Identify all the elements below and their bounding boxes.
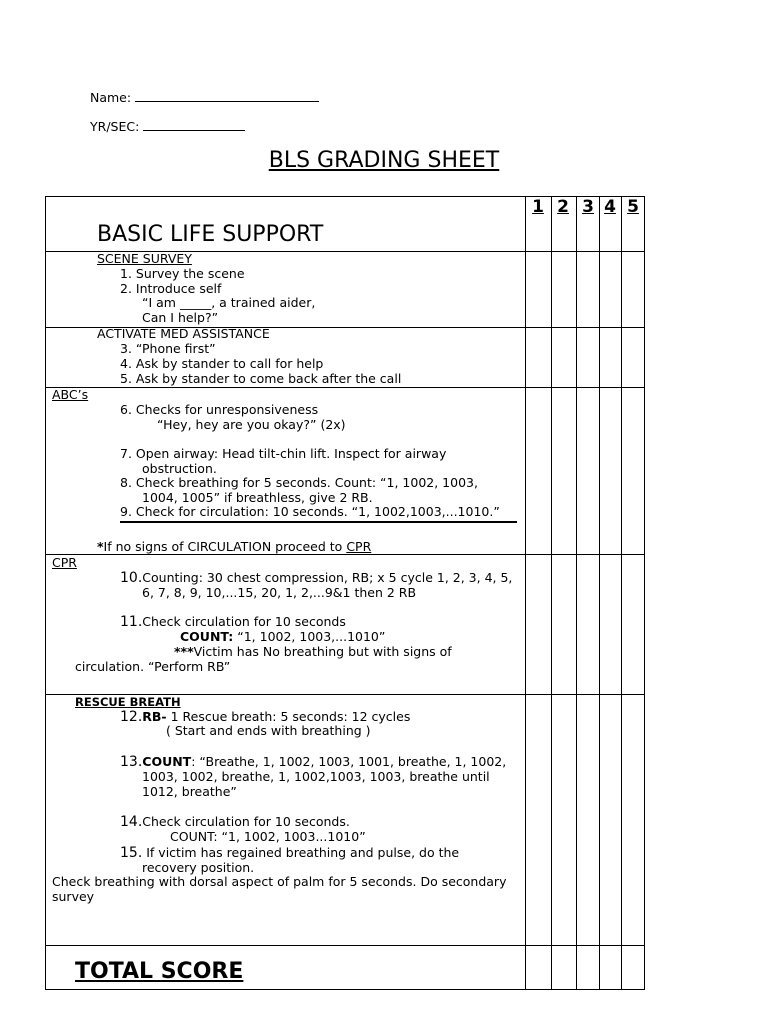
yrsec-label: YR/SEC:: [90, 119, 140, 134]
step-line: Can I help?”: [142, 310, 219, 325]
step-text: Check circulation for 10 seconds: [142, 614, 346, 629]
step-line: Check breathing with dorsal aspect of palm for 5 seconds. Do secondary: [52, 874, 507, 889]
note-asterisk: *: [97, 539, 104, 554]
step-line: “Hey, hey are you okay?” (2x): [157, 417, 346, 432]
victim-text: Victim has No breathing but with signs of: [193, 644, 452, 659]
step-text: : “Breathe, 1, 1002, 1003, 1001, breathe, 1, 1002,: [191, 754, 507, 769]
row-divider: [45, 945, 645, 946]
cpr-link: CPR: [346, 539, 372, 554]
step-bold: RB-: [142, 709, 167, 724]
col-divider: [621, 196, 622, 990]
step-line: [120, 846, 459, 861]
section-title-abc: ABC’s: [52, 387, 89, 402]
step-bold: COUNT: [142, 754, 192, 769]
step-line: 6. Checks for unresponsiveness: [120, 402, 319, 417]
section-title-rescue-breath: RESCUE BREATH: [75, 695, 181, 709]
col-divider: [644, 196, 645, 990]
victim-line: circulation. “Perform RB”: [75, 659, 231, 674]
name-field: [90, 90, 319, 106]
step-line: 2. Introduce self: [120, 281, 222, 296]
step-number: 11.: [120, 614, 143, 630]
yrsec-blank: [143, 119, 245, 131]
cpr-note: [97, 540, 371, 555]
section-title-activate: ACTIVATE MED ASSISTANCE: [97, 326, 270, 341]
section-title-cpr: CPR: [52, 555, 77, 570]
step-number: 15.: [120, 845, 143, 861]
column-header-3: 3: [582, 197, 594, 217]
table-heading: BASIC LIFE SUPPORT: [97, 222, 324, 247]
step-line: “I am _____, a trained aider,: [142, 295, 316, 310]
step-text: If victim has regained breathing and pulse, do the: [142, 845, 460, 860]
step-line: 4. Ask by stander to call for help: [120, 356, 324, 371]
column-header-5: 5: [627, 197, 639, 217]
victim-stars: ***: [174, 644, 194, 659]
step-line: 1. Survey the scene: [120, 266, 245, 281]
step-text: Counting: 30 chest compression, RB; x 5 cycle 1, 2, 3, 4, 5,: [142, 570, 513, 585]
step-line: [120, 815, 350, 830]
step-line: 1004, 1005” if breathless, give 2 RB.: [142, 490, 373, 505]
step-number: 10.: [120, 570, 143, 586]
step-line: COUNT: “1, 1002, 1003...1010”: [170, 829, 366, 844]
col-divider: [551, 196, 552, 990]
row-divider: [45, 387, 645, 388]
step-number: 12.: [120, 709, 143, 725]
note-text: If no signs of CIRCULATION proceed to: [103, 539, 347, 554]
step-text: 1 Rescue breath: 5 seconds: 12 cycles: [166, 709, 411, 724]
col-divider: [45, 196, 46, 990]
step-line: recovery position.: [142, 860, 255, 875]
thick-rule: [120, 521, 517, 523]
step-line: ( Start and ends with breathing ): [166, 723, 371, 738]
step-line: 7. Open airway: Head tilt-chin lift. Inspect for airway: [120, 446, 447, 461]
step-line: 1012, breathe”: [142, 784, 237, 799]
step-line: [120, 571, 512, 586]
count-line: [180, 630, 385, 645]
name-label: Name:: [90, 90, 132, 105]
step-text: Check circulation for 10 seconds.: [142, 814, 350, 829]
count-text: “1, 1002, 1003,...1010”: [233, 629, 386, 644]
yrsec-field: [90, 119, 245, 135]
name-blank: [135, 90, 319, 102]
step-number: 14.: [120, 814, 143, 830]
col-divider: [599, 196, 600, 990]
victim-line: [174, 645, 452, 660]
step-line: [120, 755, 506, 770]
col-divider: [576, 196, 577, 990]
column-header-1: 1: [532, 197, 544, 217]
step-line: 3. “Phone first”: [120, 341, 216, 356]
column-header-2: 2: [557, 197, 569, 217]
column-header-4: 4: [604, 197, 616, 217]
step-line: 1003, 1002, breathe, 1, 1002,1003, 1003, breathe until: [142, 769, 490, 784]
step-line: 5. Ask by stander to come back after the call: [120, 371, 402, 386]
step-line: 6, 7, 8, 9, 10,...15, 20, 1, 2,...9&1 then 2 RB: [142, 585, 417, 600]
step-number: 13.: [120, 754, 143, 770]
step-line: survey: [52, 889, 95, 904]
table-border-bottom: [45, 989, 645, 990]
section-title-scene-survey: SCENE SURVEY: [97, 251, 192, 266]
count-label: COUNT:: [180, 629, 234, 644]
page-title: BLS GRADING SHEET: [268, 148, 500, 173]
step-line: 8. Check breathing for 5 seconds. Count: “1, 1002, 1003,: [120, 475, 478, 490]
col-divider: [525, 196, 526, 990]
step-line: 9. Check for circulation: 10 seconds. “1, 1002,1003,...1010.”: [120, 504, 500, 519]
step-line: obstruction.: [142, 461, 217, 476]
step-line: [120, 615, 346, 630]
total-score-label: TOTAL SCORE: [75, 959, 244, 984]
